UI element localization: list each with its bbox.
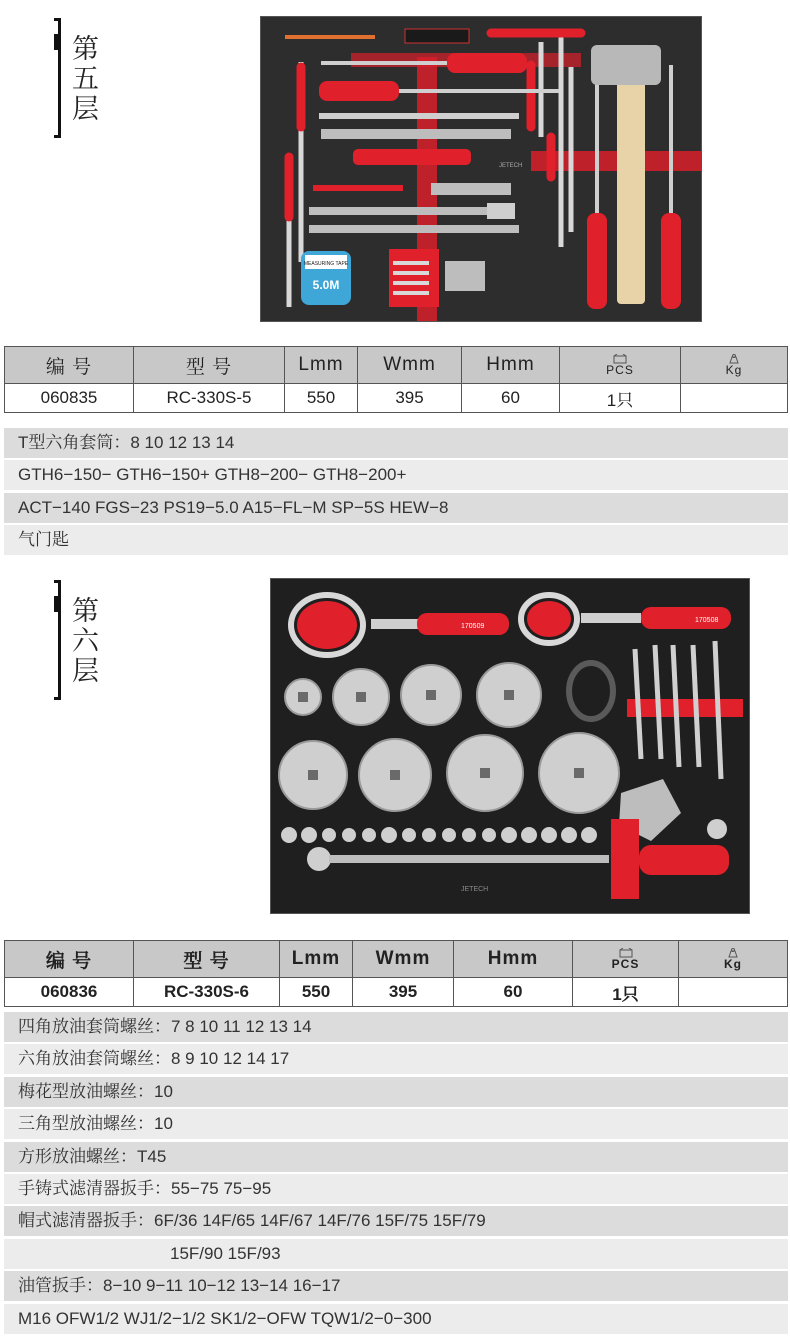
col-header-length: Lmm xyxy=(285,347,358,384)
strap-wrench-label-2: 170508 xyxy=(695,617,719,624)
col-header-width: Wmm xyxy=(353,941,454,978)
layer-6-tool-tray-image xyxy=(270,578,750,914)
spec-table-value-row xyxy=(5,978,788,1007)
list-item: M16 OFW1/2 WJ1/2−1/2 SK1/2−OFW TQW1/2−0−300 xyxy=(4,1304,788,1334)
value-code: 060836 xyxy=(5,978,134,1007)
spec-table-header-row xyxy=(5,941,788,978)
list-item: 六角放油套筒螺丝：8 9 10 12 14 17 xyxy=(4,1044,788,1074)
list-item: 方形放油螺丝：T45 xyxy=(4,1142,788,1172)
value-width: 395 xyxy=(358,384,462,413)
value-pcs: 1只 xyxy=(573,978,679,1007)
list-item: 梅花型放油螺丝：10 xyxy=(4,1077,788,1107)
list-item: ACT−140 FGS−23 PS19−5.0 A15−FL−M SP−5S HEW−8 xyxy=(4,493,788,523)
layer-6-section xyxy=(0,562,790,1341)
value-model: RC-330S-5 xyxy=(134,384,285,413)
layer-5-heading: 第五层 xyxy=(72,34,99,124)
col-header-pcs: PCS xyxy=(560,347,681,384)
layer-5-contents-list xyxy=(4,428,788,558)
list-item: 帽式滤清器扳手：6F/36 14F/65 14F/67 14F/76 15F/75 15F/79 xyxy=(4,1206,788,1236)
list-item: 手铸式滤清器扳手：55−75 75−95 xyxy=(4,1174,788,1204)
list-item: T型六角套筒：8 10 12 13 14 xyxy=(4,428,788,458)
value-weight xyxy=(681,384,788,413)
col-header-weight: Kg xyxy=(679,941,788,978)
value-code: 060835 xyxy=(5,384,134,413)
tray-brand-label-6: JETECH xyxy=(461,886,489,893)
value-model: RC-330S-6 xyxy=(134,978,280,1007)
value-height: 60 xyxy=(454,978,573,1007)
col-header-height: Hmm xyxy=(462,347,560,384)
col-header-model: 型 号 xyxy=(134,941,280,978)
value-length: 550 xyxy=(280,978,353,1007)
col-header-height: Hmm xyxy=(454,941,573,978)
value-width: 395 xyxy=(353,978,454,1007)
tray-brand-label-5: JETECH xyxy=(499,163,523,169)
value-weight xyxy=(679,978,788,1007)
layer-6-heading: 第六层 xyxy=(72,596,99,686)
tape-measure-size-label: 5.0M xyxy=(312,278,340,292)
list-item: GTH6−150− GTH6−150+ GTH8−200− GTH8−200+ xyxy=(4,460,788,490)
layer-5-tool-tray-image xyxy=(260,16,702,322)
tape-measure-brand-label: MEASURING TAPE xyxy=(303,261,349,267)
value-pcs: 1只 xyxy=(560,384,681,413)
list-item: 15F/90 15F/93 xyxy=(4,1239,788,1269)
list-item: 三角型放油螺丝：10 xyxy=(4,1109,788,1139)
tool-tray-illustration xyxy=(261,17,701,321)
col-header-code: 编 号 xyxy=(5,347,134,384)
col-header-length: Lmm xyxy=(280,941,353,978)
col-header-model: 型 号 xyxy=(134,347,285,384)
list-item: 气门匙 xyxy=(4,525,788,555)
value-height: 60 xyxy=(462,384,560,413)
list-item: 油管扳手：8−10 9−11 10−12 13−14 16−17 xyxy=(4,1271,788,1301)
spec-table-value-row xyxy=(5,384,788,413)
layer-5-section xyxy=(0,0,790,562)
value-length: 550 xyxy=(285,384,358,413)
col-header-width: Wmm xyxy=(358,347,462,384)
col-header-weight: Kg xyxy=(681,347,788,384)
list-item: 四角放油套筒螺丝：7 8 10 11 12 13 14 xyxy=(4,1012,788,1042)
layer-6-contents-list xyxy=(4,1012,788,1336)
layer-6-spec-table xyxy=(4,940,788,1007)
strap-wrench-label-1: 170509 xyxy=(461,623,485,630)
layer-5-spec-table xyxy=(4,346,788,413)
tool-tray-illustration xyxy=(271,579,749,913)
spec-table-header-row xyxy=(5,347,788,384)
col-header-pcs: PCS xyxy=(573,941,679,978)
col-header-code: 编 号 xyxy=(5,941,134,978)
